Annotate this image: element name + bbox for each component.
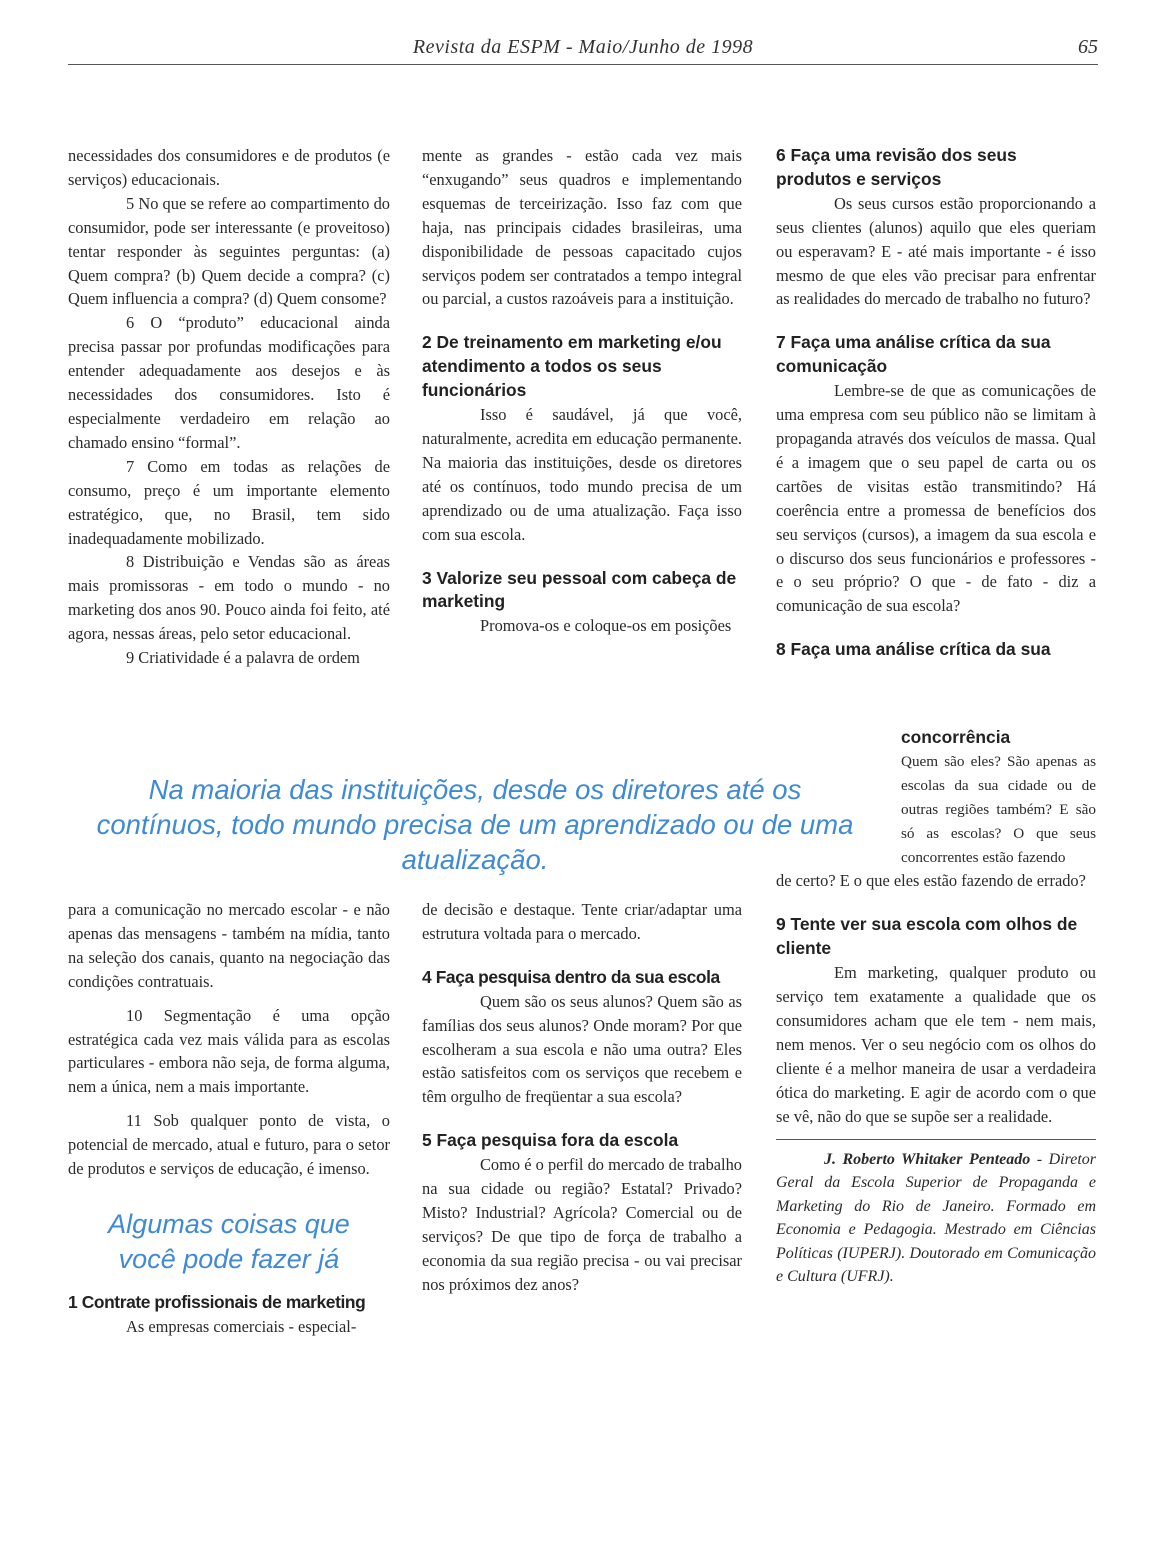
paragraph: para a comunicação no mercado escolar - e não apenas das mensagens - também na mídia, tanto na seleção dos canais, quanto na negociação das condições contratuais. [68, 900, 390, 991]
paragraph: de decisão e destaque. Tente criar/adaptar uma estrutura voltada para o mercado. [422, 900, 742, 943]
author-bio [776, 1148, 1096, 1289]
section-heading: 5 Faça pesquisa fora da escola [422, 1130, 679, 1151]
page-number: 65 [1078, 36, 1098, 58]
paragraph: Promova-os e coloque-os em posições [480, 616, 732, 636]
paragraph: 6 O “produto” educacional ainda precisa passar por profundas modificações para entender adequadamente aos desejos e às necessidades dos consumidores. Isto é especialmente verdadeiro em relação ao chamado ensino “formal”. [68, 313, 390, 452]
section-heading: 7 Faça uma análise crítica da sua comunicação [776, 332, 1051, 377]
section-heading: 9 Tente ver sua escola com olhos de cliente [776, 914, 1078, 959]
pull-quote: Na maioria das instituições, desde os diretores até os contínuos, todo mundo precisa de um aprendizado ou de uma atualização. [96, 774, 854, 875]
section-heading: 8 Faça uma análise crítica da sua [776, 639, 1051, 660]
paragraph: 9 Criatividade é a palavra de ordem [126, 648, 360, 668]
subsection-title: Algumas coisas que [108, 1208, 350, 1239]
section-heading-continued: concorrência [901, 727, 1011, 747]
paragraph: Quem são os seus alunos? Quem são as famílias dos seus alunos? Onde moram? Por que escolheram a sua escola e não uma outra? Eles estão satisfeitos com os serviços que recebem e têm orgulho de freqüentar a sua escola? [422, 991, 742, 1107]
paragraph: As empresas comerciais - especial- [126, 1316, 357, 1336]
section-heading: 6 Faça uma revisão dos seus produtos e serviços [776, 145, 1017, 189]
paragraph: Como é o perfil do mercado de trabalho na sua cidade ou região? Estatal? Privado? Misto? Industrial? Agrícola? Comercial ou de serviços? De que tipo de força de trabalho a economia da sua região precisa - ou vai precisar nos próximos dez anos? [422, 1155, 742, 1294]
column-2-top [422, 144, 742, 638]
column-1-bottom [68, 898, 390, 1339]
paragraph: necessidades dos consumidores e de produtos (e serviços) educacionais. [68, 146, 390, 189]
paragraph: 5 No que se refere ao compartimento do consumidor, pode ser interessante (e proveitoso) tentar responder às seguintes perguntas: (a) Quem compra? (b) Quem decide a compra? (c) Quem influencia a compra? (d) Quem consome? [68, 193, 390, 309]
paragraph: 8 Distribuição e Vendas são as áreas mais promissoras - em todo o mundo - no marketing dos anos 90. Pouco ainda foi feito, até agora, nessas áreas, pelo setor educacional. [68, 552, 390, 644]
paragraph: 7 Como em todas as relações de consumo, preço é um importante elemento estratégico, que, no Brasil, tem sido inadequadamente mobilizado. [68, 456, 390, 548]
journal-title: Revista da ESPM - Maio/Junho de 1998 [412, 36, 754, 58]
column-3-top [776, 144, 1096, 662]
paragraph: mente as grandes - estão cada vez mais “enxugando” seus quadros e implementando esquemas de terceirização. Isso faz com que haja, nas principais cidades brasileiras, uma disponibilidade de pessoas capacitado cujos serviços podem ser contratados a tempo integral ou parcial, a custos razoáveis para a instituição. [422, 146, 742, 309]
section-heading: 2 De treinamento em marketing e/ou atendimento a todos os seus funcionários [422, 332, 722, 401]
paragraph: Em marketing, qualquer produto ou serviço tem exatamente a qualidade que os consumidores acham que ele tem - nem mais, nem menos. Ver o seu negócio com os olhos do cliente é a melhor maneira de usar a verdadeira ótica do marketing. E agir de acordo com o que se vê, não do que se supõe ser a realidade. [776, 963, 1096, 1126]
paragraph: 11 Sob qualquer ponto de vista, o potencial de mercado, atual e futuro, para o setor de produtos e serviços de educação, é imenso. [68, 1111, 390, 1179]
column-1-top [68, 144, 390, 670]
paragraph: Os seus cursos estão proporcionando a seus clientes (alunos) aquilo que eles queriam ou esperavam? E - até mais importante - é isso mesmo de que eles vão precisar para enfrentar as realidades do mercado de trabalho no futuro? [776, 193, 1096, 309]
section-heading: 3 Valorize seu pessoal com cabeça de marketing [422, 567, 737, 612]
paragraph: Quem são eles? São apenas as escolas da sua cidade ou de outras regiões também? E são só as escolas? O que seus concorrentes estão fazendo [901, 752, 1096, 866]
column-2-bottom [422, 898, 742, 1297]
paragraph: Lembre-se de que as comunicações de uma empresa com seu público não se limitam à propaganda através dos veículos de massa. Qual é a imagem que o seu papel de carta ou os cartões de visitas estão transmitindo? Há coerência entre a promessa de benefícios dos seu serviços (cursos), a imagem da sua escola e o discurso dos seus funcionários e professores - e o seu próprio? O que - de fato - diz a comunicação de sua escola? [776, 381, 1096, 616]
section-heading: 4 Faça pesquisa dentro da sua escola [422, 966, 720, 987]
subsection-title: você pode fazer já [118, 1243, 340, 1274]
paragraph: 10 Segmentação é uma opção estratégica cada vez mais válida para as escolas particulares - embora não seja, de forma alguma, nem a única, nem a mais importante. [68, 1005, 390, 1097]
author-name: J. Roberto Whitaker Penteado [824, 1150, 1031, 1168]
paragraph: Isso é saudável, já que você, naturalmente, acredita em educação permanente. Na maioria das instituições, desde os diretores até os contínuos, todo mundo precisa de um aprendizado ou de uma atualização. Faça isso com sua escola. [422, 405, 742, 544]
section-heading: 1 Contrate profissionais de marketing [68, 1291, 366, 1312]
running-header [68, 34, 1098, 65]
paragraph: de certo? E o que eles estão fazendo de errado? [776, 871, 1086, 891]
author-description: - Diretor Geral da Escola Superior de Propaganda e Marketing do Rio de Janeiro. Formado em Economia e Pedagogia. Mestrado em Ciências Políticas (IUPERJ). Doutorado em Comunicação e Cultura (UFRJ). [776, 1150, 1097, 1285]
